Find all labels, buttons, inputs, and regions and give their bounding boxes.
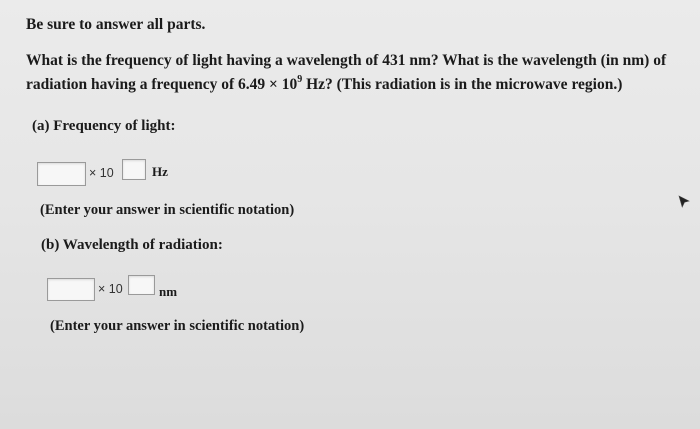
part-b-answer-row [47,275,207,301]
part-b-exponent-input[interactable] [128,275,155,295]
question-line-1: What is the frequency of light having a wavelength of 431 nm? What is the wavelength (in nm) of [26,52,667,69]
part-a-label: (a) Frequency of light: [32,118,176,134]
question-line-2-suffix: Hz? (This radiation is in the microwave region.) [302,76,623,93]
part-a-times-ten: × 10 [89,166,114,180]
question-line-2-prefix: radiation having a frequency of 6.49 × 10 [26,76,298,93]
part-b-unit: nm [159,284,178,299]
mouse-pointer-icon [678,195,690,209]
question-line-2-exponent: 9 [297,73,303,85]
part-b-label: (b) Wavelength of radiation: [41,237,223,253]
part-b-note: (Enter your answer in scientific notation) [50,318,305,334]
part-b-times-ten: × 10 [98,282,123,296]
part-a-note: (Enter your answer in scientific notation) [40,202,295,218]
part-a-answer-row [37,159,197,185]
question-text [26,49,694,97]
part-a-exponent-input[interactable] [122,159,146,180]
part-a-mantissa-input[interactable] [37,162,86,186]
part-b-mantissa-input[interactable] [47,278,95,301]
instruction-text: Be sure to answer all parts. [26,16,206,33]
part-a-unit: Hz [152,164,168,179]
